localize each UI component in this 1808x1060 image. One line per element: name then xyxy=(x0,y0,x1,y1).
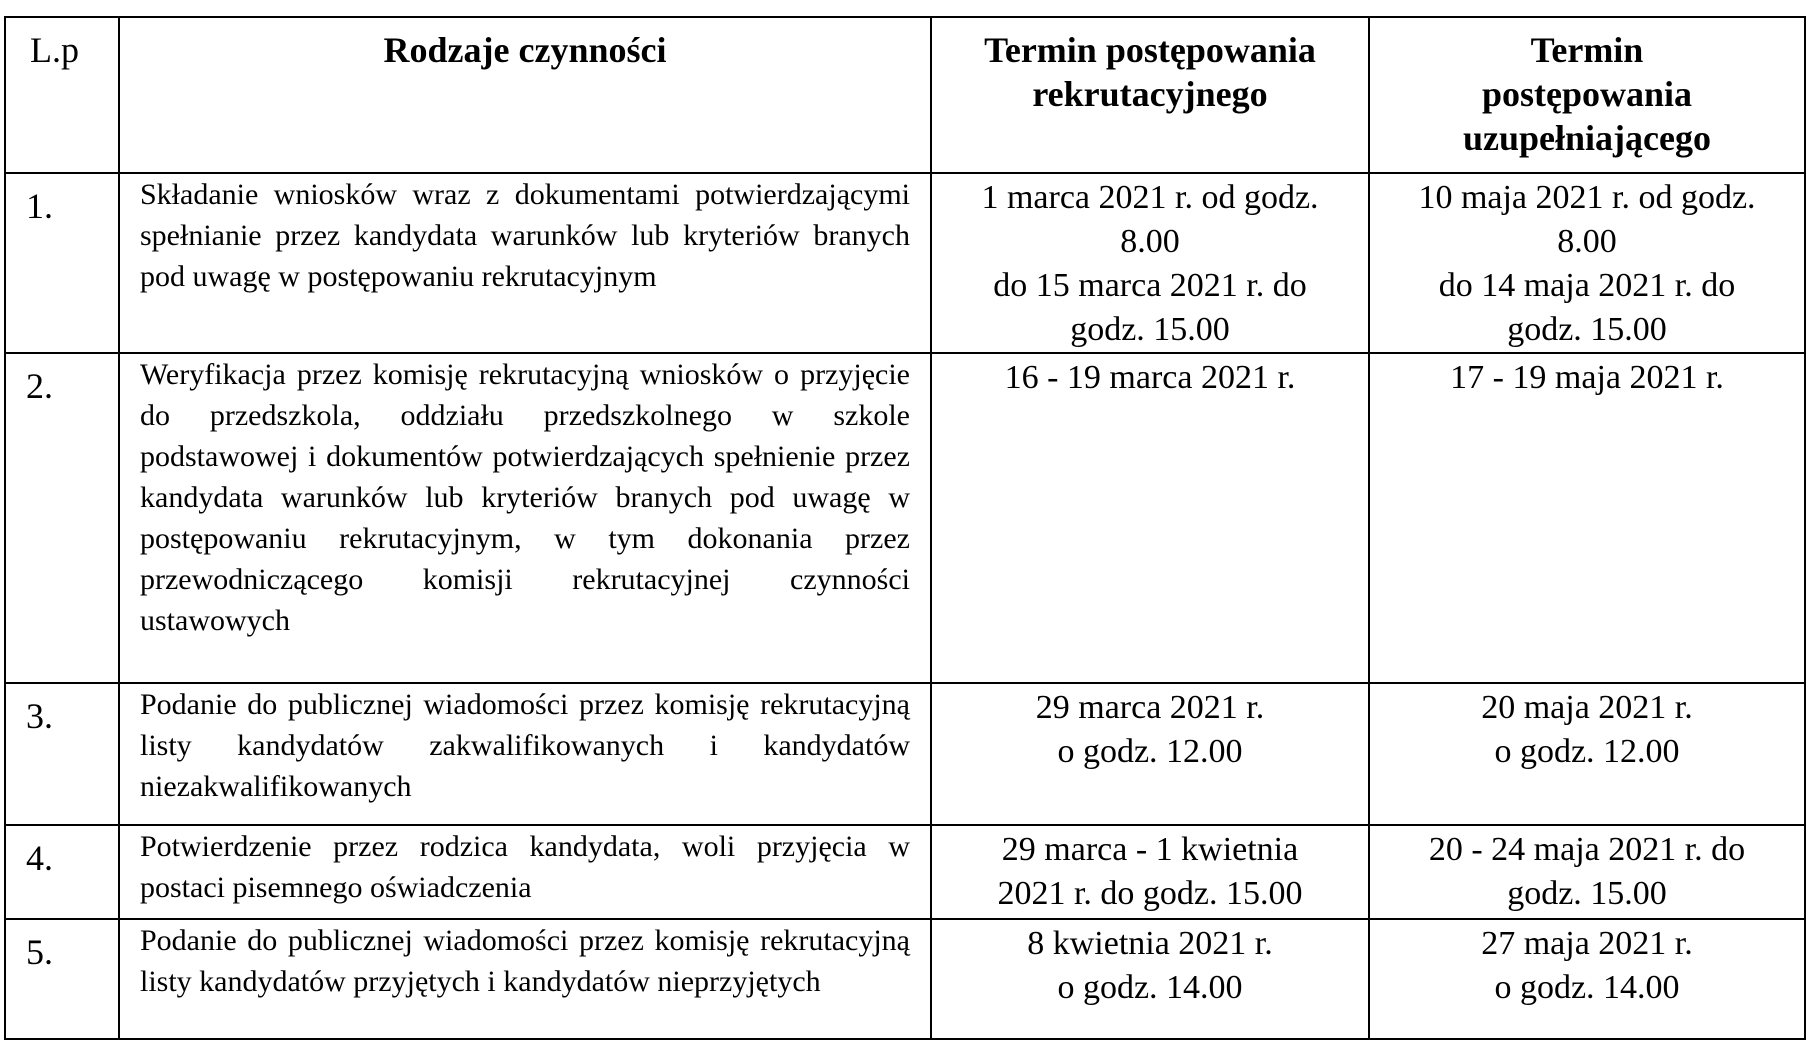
main-term-cell xyxy=(931,353,1369,683)
date-line: o godz. 12.00 xyxy=(1057,733,1243,770)
date-line: do 15 marca 2021 r. do xyxy=(993,267,1307,304)
date-line: 29 marca 2021 r. xyxy=(1035,689,1265,726)
table-row xyxy=(5,683,1805,825)
date-line: godz. 15.00 xyxy=(1507,311,1667,348)
date-line: godz. 15.00 xyxy=(1507,875,1667,912)
supplementary-term-cell xyxy=(1369,919,1805,1039)
header-row xyxy=(5,17,1805,173)
activity-cell xyxy=(119,825,931,919)
date-line: 20 - 24 maja 2021 r. do xyxy=(1428,831,1746,868)
row-number: 5. xyxy=(5,919,119,1039)
header-supp-term-line: Termin xyxy=(1530,30,1644,70)
date-line: 2021 r. do godz. 15.00 xyxy=(997,875,1303,912)
activity-text: Potwierdzenie przez rodzica kandydata, woli przyjęcia w postaci pisemnego oświadczenia xyxy=(140,830,910,904)
row-number: 3. xyxy=(5,683,119,825)
activity-cell xyxy=(119,683,931,825)
date-line: do 14 maja 2021 r. do xyxy=(1438,267,1736,304)
table-row xyxy=(5,825,1805,919)
activity-text: Podanie do publicznej wiadomości przez komisję rekrutacyjną listy kandydatów przyjętych i kandydatów nieprzyjętych xyxy=(140,924,910,998)
date-line: o godz. 14.00 xyxy=(1057,969,1243,1006)
header-main-term xyxy=(931,17,1369,173)
date-line: 10 maja 2021 r. od godz. xyxy=(1418,179,1756,216)
date-line: 8.00 xyxy=(1557,223,1617,260)
activity-cell xyxy=(119,353,931,683)
table-row xyxy=(5,353,1805,683)
date-line: 16 - 19 marca 2021 r. xyxy=(1004,359,1296,396)
main-term-cell xyxy=(931,683,1369,825)
date-line: 29 marca - 1 kwietnia xyxy=(1001,831,1299,868)
header-main-term-line: rekrutacyjnego xyxy=(1032,74,1268,114)
header-lp: L.p xyxy=(5,17,119,173)
activity-text: Podanie do publicznej wiadomości przez komisję rekrutacyjną listy kandydatów zakwalifikowanych i kandydatów niezakwalifikowanych xyxy=(140,688,910,803)
main-term-cell xyxy=(931,825,1369,919)
header-main-term-line: Termin postępowania xyxy=(984,30,1316,70)
header-activity: Rodzaje czynności xyxy=(119,17,931,173)
table-row xyxy=(5,173,1805,353)
date-line: 27 maja 2021 r. xyxy=(1481,925,1693,962)
date-line: 1 marca 2021 r. od godz. xyxy=(981,179,1319,216)
supplementary-term-cell xyxy=(1369,353,1805,683)
table-row xyxy=(5,919,1805,1039)
date-line: 8.00 xyxy=(1120,223,1180,260)
row-number: 4. xyxy=(5,825,119,919)
recruitment-schedule-table xyxy=(4,16,1806,1040)
date-line: 17 - 19 maja 2021 r. xyxy=(1450,359,1724,396)
activity-cell xyxy=(119,173,931,353)
activity-text: Weryfikacja przez komisję rekrutacyjną wniosków o przyjęcie do przedszkola, oddziału przedszkolnego w szkole podstawowej i dokumentów potwierdzających spełnienie przez kandydata warunków lub kryteriów branych pod uwagę w postępowaniu rekrutacyjnym, w tym dokonania przez przewodniczącego komisji rekrutacyjnej czynności ustawowych xyxy=(140,358,910,637)
header-supplementary-term xyxy=(1369,17,1805,173)
activity-cell xyxy=(119,919,931,1039)
main-term-cell xyxy=(931,919,1369,1039)
date-line: 20 maja 2021 r. xyxy=(1481,689,1693,726)
supplementary-term-cell xyxy=(1369,683,1805,825)
supplementary-term-cell xyxy=(1369,825,1805,919)
supplementary-term-cell xyxy=(1369,173,1805,353)
row-number: 1. xyxy=(5,173,119,353)
main-term-cell xyxy=(931,173,1369,353)
date-line: 8 kwietnia 2021 r. xyxy=(1027,925,1273,962)
date-line: o godz. 14.00 xyxy=(1494,969,1680,1006)
date-line: godz. 15.00 xyxy=(1070,311,1230,348)
header-supp-term-line: postępowania xyxy=(1481,74,1693,114)
row-number: 2. xyxy=(5,353,119,683)
date-line: o godz. 12.00 xyxy=(1494,733,1680,770)
header-supp-term-line: uzupełniającego xyxy=(1463,118,1711,158)
activity-text: Składanie wniosków wraz z dokumentami potwierdzającymi spełnianie przez kandydata warunków lub kryteriów branych pod uwagę w postępowaniu rekrutacyjnym xyxy=(140,178,910,293)
